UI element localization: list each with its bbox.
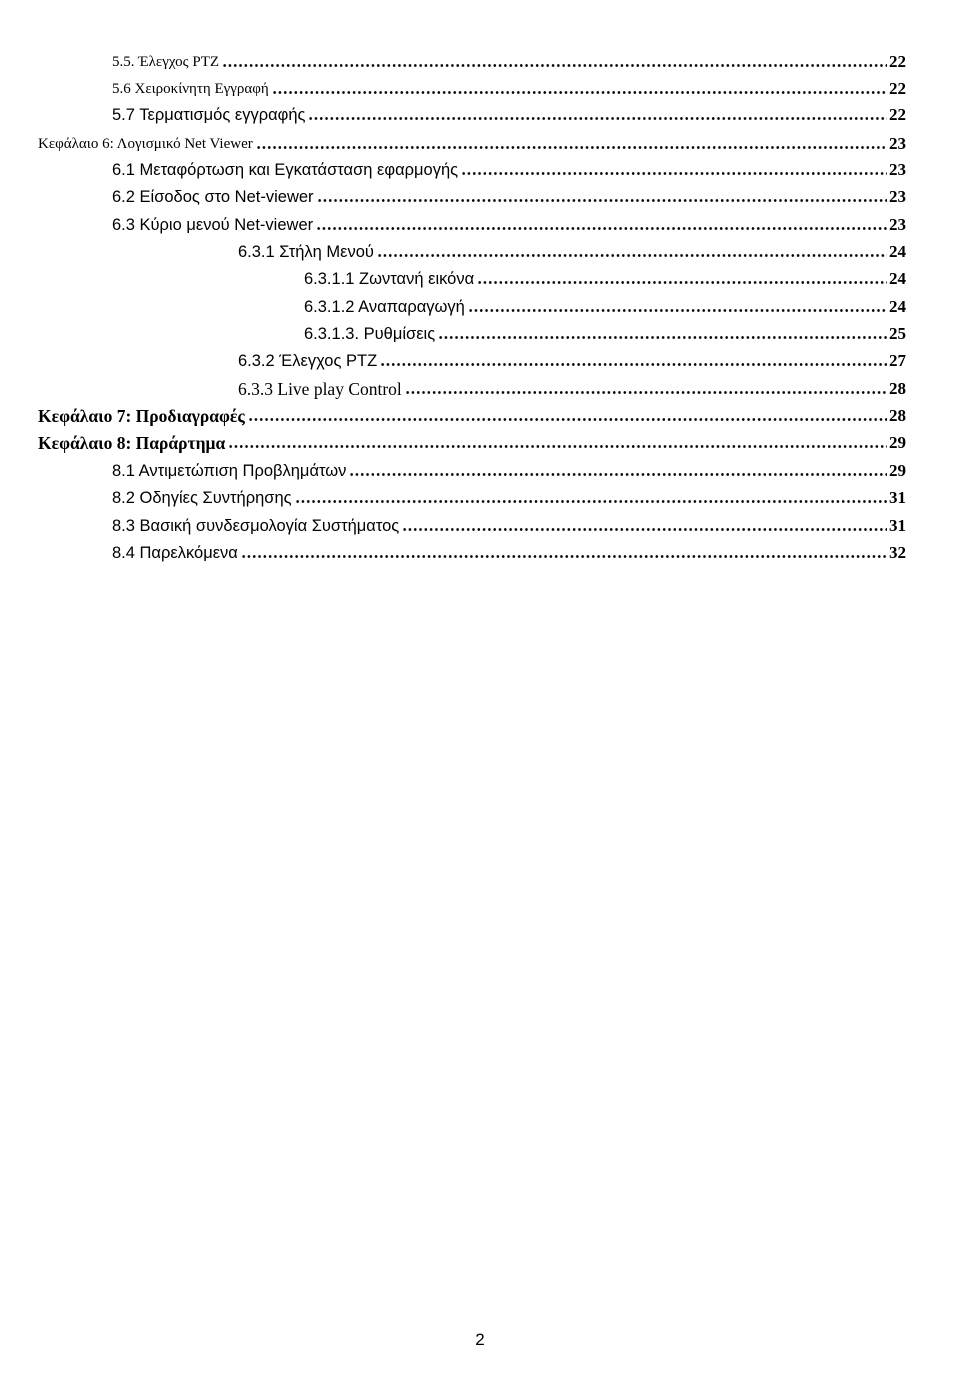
dot-leader [308,117,887,120]
toc-entry-6-3-3[interactable] [238,377,906,399]
toc-entry-page: 29 [889,433,906,452]
dot-leader [461,172,887,175]
toc-entry-page: 23 [889,134,906,153]
toc-entry-chapter-8[interactable] [38,431,906,453]
dot-leader [405,391,887,394]
toc-entry-8-3[interactable] [112,514,906,536]
toc-entry-8-4[interactable] [112,541,906,563]
dot-leader [272,91,887,94]
toc-entry-6-3-1-2[interactable] [304,295,906,317]
dot-leader [477,281,887,284]
toc-entry-page: 22 [889,105,906,124]
toc-entry-5-6[interactable] [112,77,906,99]
toc-entry-title: 6.3.2 Έλεγχος PTZ [238,352,378,370]
toc-entry-page: 31 [889,516,906,535]
toc-entry-title: 6.2 Είσοδος στο Net-viewer [112,188,314,206]
toc-entry-8-2[interactable] [112,486,906,508]
page-number: 2 [475,1330,485,1349]
toc-entry-title: 8.2 Οδηγίες Συντήρησης [112,489,292,507]
toc-entry-page: 25 [889,324,906,343]
dot-leader [468,309,887,312]
toc-entry-title: 5.7 Τερματισμός εγγραφής [112,106,306,124]
toc-entry-6-2[interactable] [112,185,906,207]
toc-entry-chapter-6[interactable] [38,132,906,154]
toc-entry-title: 6.3.1.3. Ρυθμίσεις [304,325,436,343]
dot-leader [438,336,887,339]
toc-entry-page: 32 [889,543,906,562]
toc-entry-title: 6.3.1.1 Ζωντανή εικόνα [304,270,475,288]
toc-entry-8-1[interactable] [112,459,906,481]
toc-entry-page: 23 [889,215,906,234]
toc-entry-page: 23 [889,160,906,179]
toc-entry-6-3-1[interactable] [238,240,906,262]
dot-leader [222,64,887,67]
toc-entry-page: 24 [889,297,906,316]
dot-leader [241,555,887,558]
toc-entry-title: 8.1 Αντιμετώπιση Προβλημάτων [112,462,347,480]
toc-entry-page: 31 [889,488,906,507]
toc-entry-5-7[interactable] [112,103,906,125]
dot-leader [256,146,887,149]
toc-entry-6-1[interactable] [112,158,906,180]
toc-entry-title: Κεφάλαιο 6: Λογισμικό Net Viewer [38,136,253,152]
toc-entry-6-3[interactable] [112,213,906,235]
toc-entry-title: 8.3 Βασική συνδεσμολογία Συστήματος [112,517,400,535]
toc-entry-title: 6.3.1.2 Αναπαραγωγή [304,298,465,316]
toc-entry-title: 6.3.3 Live play Control [238,379,402,399]
toc-entry-page: 28 [889,406,906,425]
dot-leader [349,473,887,476]
toc-entry-6-3-1-1[interactable] [304,267,906,289]
toc-entry-title: 6.3.1 Στήλη Μενού [238,243,374,261]
dot-leader [402,528,887,531]
toc-entry-page: 29 [889,461,906,480]
toc-entry-title: 6.3 Κύριο μενού Net-viewer [112,216,314,234]
dot-leader [317,199,887,202]
toc-entry-6-3-2[interactable] [238,349,906,371]
dot-leader [248,418,887,421]
toc-entry-page: 24 [889,242,906,261]
toc-entry-page: 22 [889,52,906,71]
dot-leader [228,445,887,448]
toc-entry-title: Κεφάλαιο 7: Προδιαγραφές [38,406,245,426]
toc-entry-page: 28 [889,379,906,398]
toc-entry-page: 27 [889,351,906,370]
toc-entry-title: 6.1 Μεταφόρτωση και Εγκατάσταση εφαρμογής [112,161,459,179]
dot-leader [377,254,887,257]
toc-entry-6-3-1-3[interactable] [304,322,906,344]
toc-entry-title: 5.6 Χειροκίνητη Εγγραφή [112,81,269,97]
toc-entry-title: 8.4 Παρελκόμενα [112,544,238,562]
toc-entry-chapter-7[interactable] [38,404,906,426]
dot-leader [316,227,887,230]
toc-entry-title: Κεφάλαιο 8: Παράρτημα [38,433,226,453]
toc-entry-page: 22 [889,79,906,98]
toc-entry-title: 5.5. Έλεγχος PTZ [112,54,220,70]
dot-leader [380,363,887,366]
toc-entry-5-5[interactable] [112,50,906,72]
toc-entry-page: 23 [889,187,906,206]
dot-leader [295,500,887,503]
toc-entry-page: 24 [889,269,906,288]
